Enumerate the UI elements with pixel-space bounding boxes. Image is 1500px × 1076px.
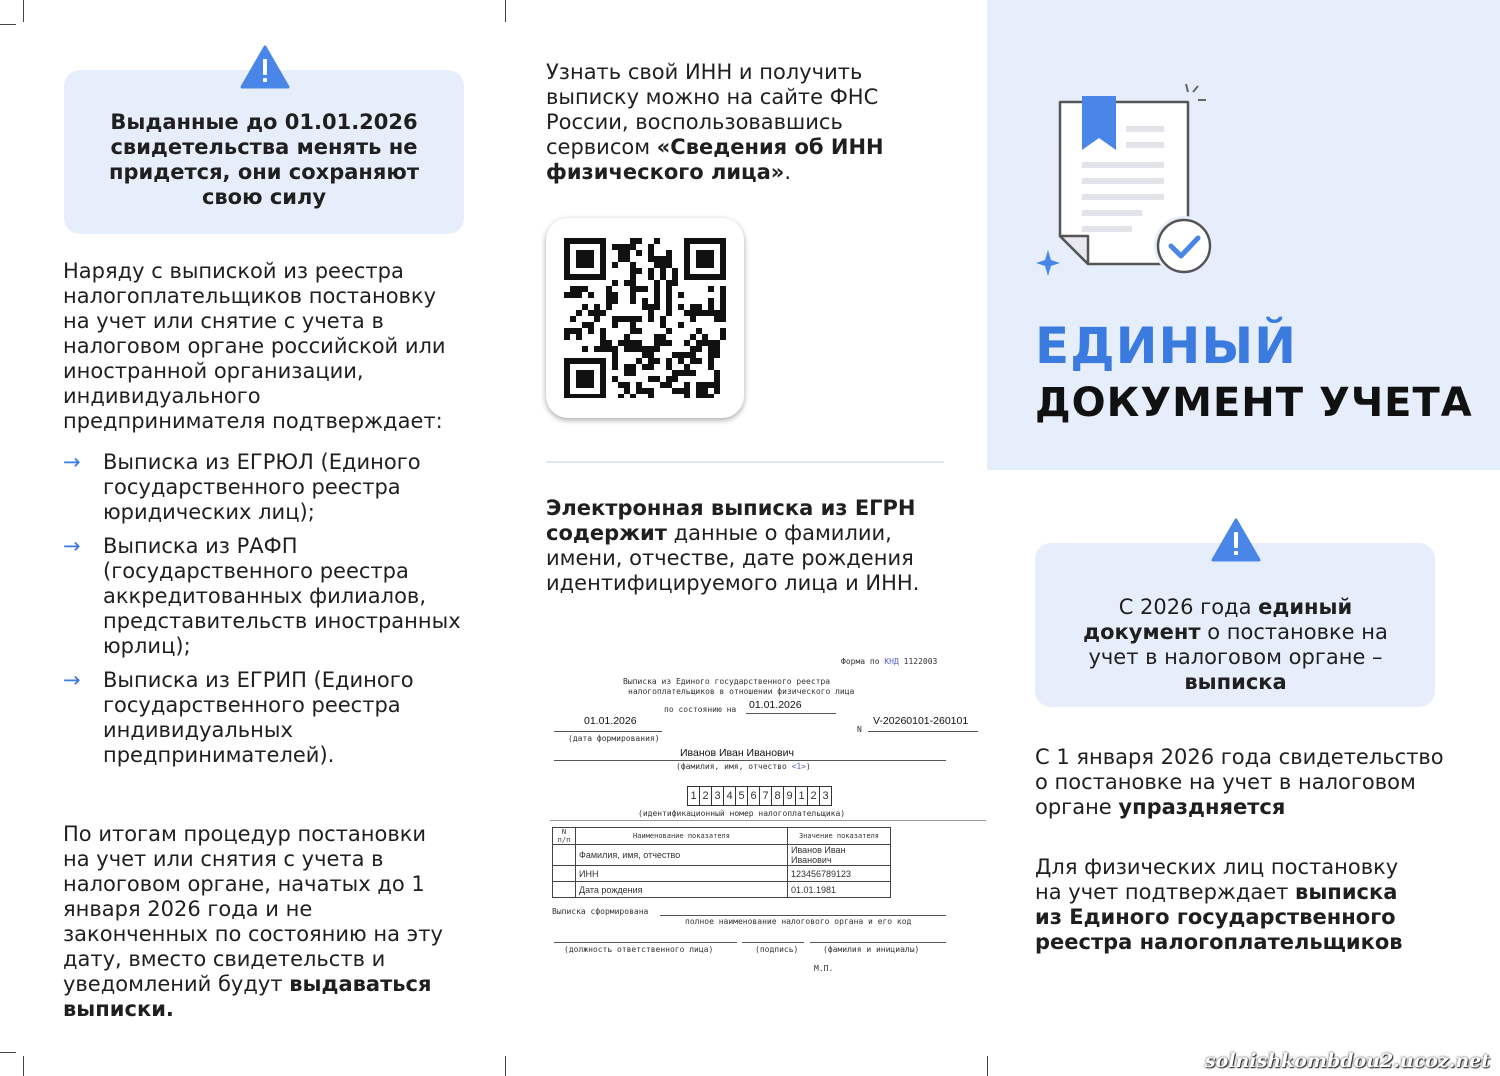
inn-caption: (идентификационный номер налогоплательщика) (638, 809, 846, 818)
cover-title-line1: ЕДИНЫЙ (1035, 317, 1298, 375)
sign-position-caption: (должность ответственного лица) (564, 945, 714, 954)
list-item (63, 450, 463, 525)
form-line (550, 820, 986, 821)
table-header: Значение показателя (788, 828, 891, 845)
abolition-bold: упраздняется (1118, 795, 1286, 819)
warning-icon (1211, 518, 1261, 562)
form-line (742, 942, 804, 943)
table-cell (553, 882, 576, 898)
crop-mark (0, 24, 16, 25)
table-cell: ИНН (576, 866, 788, 882)
arrow-icon: → (63, 668, 81, 692)
table-row (553, 845, 891, 866)
inn-digit: 7 (759, 786, 772, 806)
table-cell: Фамилия, имя, отчество (576, 845, 788, 866)
arrow-icon: → (63, 534, 81, 558)
formation-date: 01.01.2026 (584, 715, 637, 727)
callout-right-bold: единый документ (1083, 595, 1353, 644)
outro-bold-text: выдаваться выписки. (63, 972, 432, 1021)
sample-extract-form (550, 652, 988, 982)
crop-mark (505, 1056, 506, 1076)
list-item-text: Выписка из ЕГРИП (Единого государственного реестра индивидуальных предпринимателей). (103, 668, 414, 767)
form-line (554, 942, 737, 943)
crop-mark (987, 1056, 988, 1076)
list-item (63, 534, 463, 659)
list-item-text: Выписка из РАФП (государственного реестра аккредитованных филиалов, представительств иностранных юрлиц); (103, 534, 461, 658)
number-label: N (857, 725, 862, 734)
qr-code-card[interactable] (546, 218, 744, 418)
list-item-text: Выписка из ЕГРЮЛ (Единого государственного реестра юридических лиц); (103, 450, 421, 524)
inn-digit: 4 (723, 786, 736, 806)
table-cell: Иванов Иван Иванович (788, 845, 891, 866)
qr-code[interactable] (564, 238, 726, 398)
egrn-text: данные о фамилии, имени, отчестве, дате рождения идентифицируемого лица и ИНН. (546, 521, 920, 595)
inn-info-end: . (784, 160, 792, 184)
warning-icon (240, 45, 290, 89)
crop-mark (505, 0, 506, 22)
table-cell (553, 845, 576, 866)
as-of-label: по состоянию на (664, 705, 737, 714)
watermark: solnishkombdou2.ucoz.net (1204, 1050, 1490, 1072)
inn-digit: 9 (783, 786, 796, 806)
outro-paragraph (63, 822, 458, 1022)
as-of-value: 01.01.2026 (749, 699, 802, 711)
callout-text-right (1058, 595, 1413, 695)
section-divider (546, 461, 944, 463)
full-name-caption (676, 762, 811, 771)
form-code-knd: КНД (884, 657, 899, 666)
arrow-icon: → (63, 450, 81, 474)
intro-paragraph: Наряду с выпиской из реестра налогоплательщиков постановку на учет или снятие с учета в налоговом органе российской или иностранной организации, индивидуального предпринимателя подтверждает: (63, 259, 446, 433)
inn-digit-boxes (687, 786, 831, 806)
callout-text-left: Выданные до 01.01.2026 свидетельства менять не придется, они сохраняют свою силу (108, 110, 420, 209)
abolition-text: С 1 января 2026 года свидетельство о постановке на учет в налоговом органе (1035, 745, 1444, 819)
table-header: Наименование показателя (576, 828, 788, 845)
inn-digit: 6 (747, 786, 760, 806)
inn-digit: 3 (711, 786, 724, 806)
table-header: N п/п (553, 828, 576, 845)
formation-date-caption: (дата формирования) (568, 734, 660, 743)
formed-by-label: Выписка сформирована (552, 907, 649, 916)
inn-digit: 1 (687, 786, 700, 806)
crop-mark (23, 0, 24, 22)
table-header-row (553, 828, 891, 845)
full-name-caption-text: (фамилия, имя, отчество (676, 762, 792, 771)
form-line (554, 731, 662, 732)
individuals-paragraph (1035, 855, 1415, 955)
form-line (660, 915, 946, 916)
table-row (553, 866, 891, 882)
egrn-paragraph (546, 496, 936, 596)
individuals-text: Для физических лиц постановку на учет подтверждает (1035, 855, 1399, 904)
inn-digit: 5 (735, 786, 748, 806)
extract-number: V-20260101-260101 (873, 715, 969, 727)
formed-by-caption: полное наименование налогового органа и его код (685, 917, 912, 926)
callout-right-text: о постановке на учет в налоговом органе – (1088, 620, 1388, 669)
crop-mark (0, 1052, 16, 1053)
callout-right-bold: выписка (1184, 670, 1287, 694)
cover-title-line2: ДОКУМЕНТ УЧЕТА (1035, 380, 1473, 426)
form-line (554, 760, 946, 761)
sign-caption: (подпись) (755, 945, 799, 954)
extract-table (552, 827, 891, 898)
form-code-label: Форма по (841, 657, 885, 666)
person-full-name: Иванов Иван Иванович (680, 747, 794, 759)
outro-text: По итогам процедур постановки на учет или снятия с учета в налоговом органе, начатых до 1 января 2026 года и не законченных по состоянию на эту дату, вместо свидетельств и уведомлений будут (63, 822, 443, 996)
table-cell: 01.01.1981 (788, 882, 891, 898)
inn-digit: 8 (771, 786, 784, 806)
form-line (746, 713, 836, 714)
crop-mark (23, 1056, 24, 1076)
form-title-line2: налогоплательщиков в отношении физического лица (628, 687, 855, 696)
individuals-bold: выписка из Единого государственного реестра налогоплательщиков (1035, 880, 1403, 954)
callout-right-text: С 2026 года (1118, 595, 1259, 619)
inn-digit: 2 (807, 786, 820, 806)
table-row (553, 882, 891, 898)
table-cell (553, 866, 576, 882)
inn-service-name: «Сведения об ИНН физического лица» (546, 135, 884, 184)
full-name-caption-end: ) (806, 762, 811, 771)
sign-name-caption: (фамилия и инициалы) (823, 945, 920, 954)
list-item (63, 668, 463, 768)
inn-digit: 2 (699, 786, 712, 806)
document-check-icon (1030, 80, 1220, 280)
form-line (810, 942, 946, 943)
inn-digit: 3 (819, 786, 832, 806)
form-line (868, 731, 978, 732)
form-code (841, 657, 937, 666)
inn-digit: 1 (795, 786, 808, 806)
full-name-footnote-ref: <1> (791, 762, 807, 771)
inn-info-paragraph (546, 60, 906, 185)
form-title-line1: Выписка из Единого государственного реестра (623, 677, 831, 686)
egrn-bold-text: Электронная выписка из ЕГРН содержит (546, 496, 916, 545)
abolition-paragraph (1035, 745, 1455, 820)
form-code-value: 1122003 (898, 657, 938, 666)
document-list (63, 450, 463, 777)
table-cell: 123456789123 (788, 866, 891, 882)
stamp-label: М.П. (814, 964, 834, 973)
table-cell: Дата рождения (576, 882, 788, 898)
inn-info-text: Узнать свой ИНН и получить выписку можно на сайте ФНС России, воспользовавшись сервисом (546, 60, 879, 159)
